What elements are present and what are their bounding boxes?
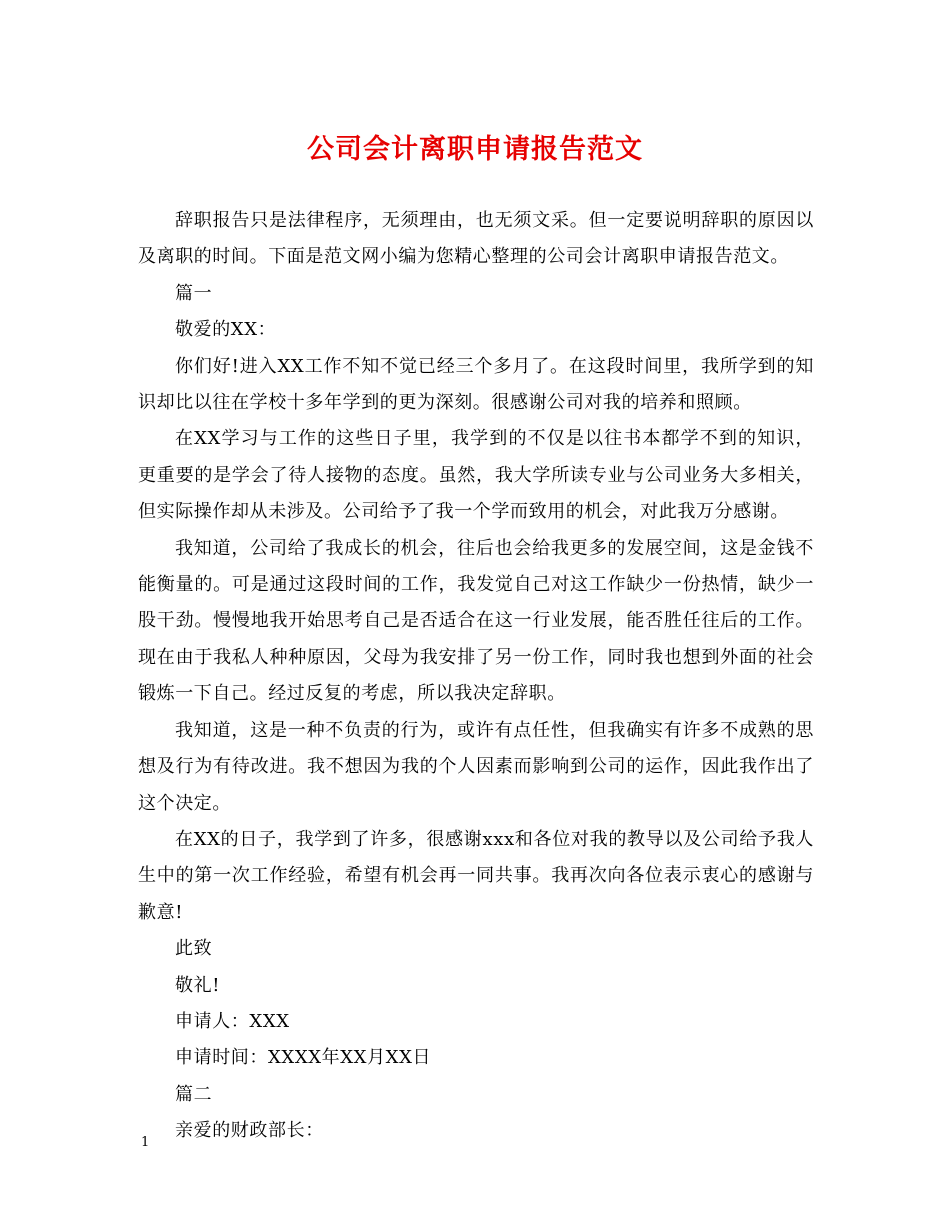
date-line: 申请时间：XXXX年XX月XX日	[175, 1047, 432, 1069]
document-body	[138, 203, 814, 1150]
closing-salute: 敬礼!	[175, 974, 221, 996]
paragraph-intro: 辞职报告只是法律程序，无须理由，也无须文采。但一定要说明辞职的原因以及离职的时间。下面是范文网小编为您精心整理的公司会计离职申请报告范文。	[138, 210, 814, 268]
paragraph: 你们好!进入XX工作不知不觉已经三个多月了。在这段时间里，我所学到的知识却比以往在学校十多年学到的更为深刻。很感谢公司对我的培养和照顾。	[138, 355, 814, 414]
salutation: 亲爱的财政部长：	[175, 1120, 324, 1142]
paragraph: 我知道，公司给了我成长的机会，往后也会给我更多的发展空间，这是金钱不能衡量的。可是通过这段时间的工作，我发觉自己对这工作缺少一份热情，缺少一股干劲。慢慢地我开始思考自己是否适合在这一行业发展，能否胜任往后的工作。现在由于我私人种种原因，父母为我安排了另一份工作，同时我也想到外面的社会锻炼一下自己。经过反复的考虑，所以我决定辞职。	[138, 537, 814, 705]
closing-line: 此致	[175, 938, 213, 960]
page-number: 1	[141, 1135, 150, 1150]
salutation: 敬爱的XX：	[175, 319, 277, 341]
document-title: 公司会计离职申请报告范文	[307, 134, 643, 165]
section-heading-1: 篇一	[175, 282, 213, 304]
paragraph: 在XX的日子，我学到了许多，很感谢xxx和各位对我的教导以及公司给予我人生中的第一次工作经验，希望有机会再一同共事。我再次向各位表示衷心的感谢与歉意!	[138, 828, 814, 923]
paragraph: 在XX学习与工作的这些日子里，我学到的不仅是以往书本都学不到的知识，更重要的是学会了待人接物的态度。虽然，我大学所读专业与公司业务大多相关，但实际操作却从未涉及。公司给予了我一个学而致用的机会，对此我万分感谢。	[138, 428, 814, 523]
applicant-line: 申请人：XXX	[175, 1010, 290, 1032]
section-heading-2: 篇二	[175, 1083, 213, 1105]
paragraph: 我知道，这是一种不负责的行为，或许有点任性，但我确实有许多不成熟的思想及行为有待改进。我不想因为我的个人因素而影响到公司的运作，因此我作出了这个决定。	[138, 719, 814, 814]
